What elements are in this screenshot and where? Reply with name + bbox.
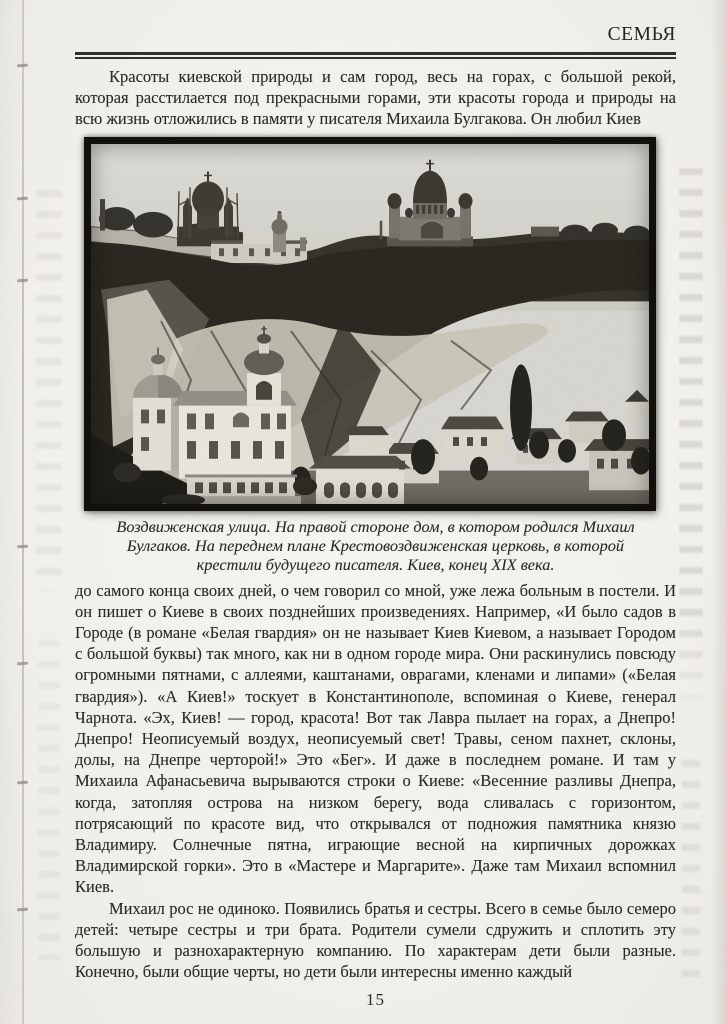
paragraph-family: Михаил рос не одиноко. Появились братья и сестры. Всего в семье было семеро детей: четыре сестры и три брата. Родители сумели сдружить и сплотить эту большую и разнохарактерную компанию. По характерам дети были разные. Конечно, были общие черты, но дети были интересны именно каждый [75, 898, 676, 982]
header-rule [75, 52, 676, 59]
page-number: 15 [366, 990, 385, 1010]
verso-bleedthrough [682, 760, 700, 980]
paragraph-memoirs: до самого конца своих дней, о чем говорил со мной, уже лежа больным в постели. И он пишет о Киеве в своих позднейших произведениях. Например, «И было садов в Городе (в романе «Белая гвардия» он не называет Киев Киевом, а называет Городом с большой буквы) так много, как ни в одном городе мира. Они раскинулись повсюду огромными пятнами, с аллеями, каштанами, оврагами, кленами и липами» («Белая гвардия»). «А Киев!» тоскует в Константинополе, вспоминая о Киеве, генерал Чарнота. «Эх, Киев! — город, красота! Вот так Лавра пылает на горах, а Днепро! Днепро! Неописуемый воздух, неописуемый свет! Травы, сеном пахнет, склоны, долы, на Днепре черторой!» Это «Бег». И даже в последнем романе. И там у Михаила Афанасьевича вырываются строки о Киеве: «Весенние разливы Днепра, когда, затопляя острова на низком берегу, вода сливалась с горизонтом, потрясающий по красоте вид, что открывался от подножия памятника князю Владимиру. Солнечные пятна, играющие весной на кирпичных дорожках Владимирской горки». Это в «Мастере и Маргарите». Даже там Михаил вспомнил Киев. [75, 580, 676, 897]
binding-stitch [17, 279, 28, 283]
text-block [75, 24, 676, 1010]
verso-bleedthrough [36, 190, 62, 590]
kyiv-photo [84, 137, 656, 511]
film-grain [91, 144, 649, 504]
chapter-header: СЕМЬЯ [607, 24, 676, 45]
binding-line [22, 0, 24, 1024]
verso-bleedthrough [38, 640, 60, 960]
kyiv-photo-art [91, 144, 649, 504]
binding-stitch [17, 662, 28, 666]
binding-stitch [17, 781, 28, 785]
binding-stitch [17, 64, 28, 68]
binding-stitch [17, 908, 28, 912]
photo-caption: Воздвиженская улица. На правой стороне дом, в котором родился Михаил Булгаков. На переднем плане Крестовоздвиженская церковь, в которой крестили будущего писателя. Киев, конец XIX века. [116, 516, 635, 574]
binding-stitch [17, 197, 28, 201]
paragraph-intro: Красоты киевской природы и сам город, весь на горах, с большой рекой, которая расстилается под прекрасными горами, эти красоты города и природы на всю жизнь отложились в памяти у писателя Михаила Булгакова. Он любил Киев [75, 67, 676, 129]
binding-stitch [17, 545, 28, 549]
verso-bleedthrough [679, 168, 703, 728]
